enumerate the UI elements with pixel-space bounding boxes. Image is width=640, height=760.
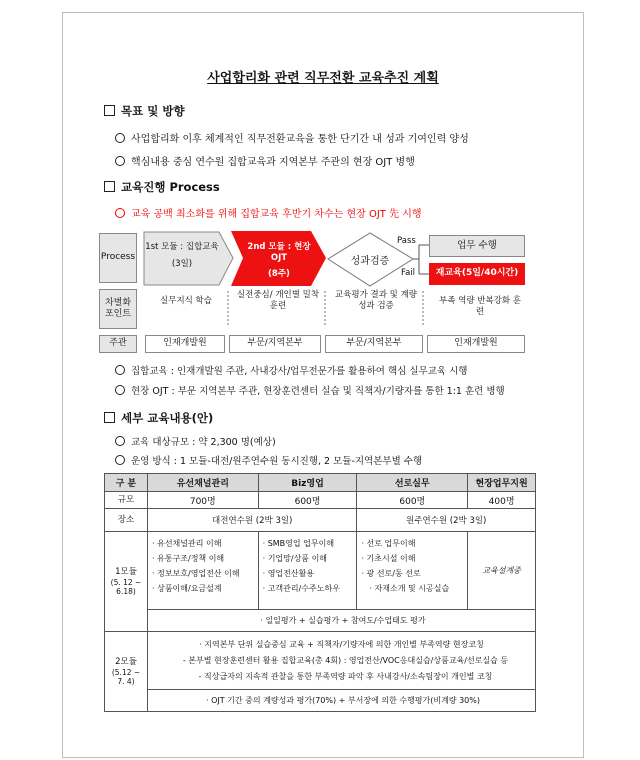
curriculum-table [104, 473, 536, 712]
list-item-continued [361, 581, 463, 596]
table-header-cell: Biz영업 [258, 474, 357, 492]
details-item [115, 453, 422, 467]
list-item: · 기업망/상품 이해 [263, 551, 353, 566]
circle-bullet-icon [115, 436, 125, 446]
list-item: · 유통구조/정책 이해 [152, 551, 254, 566]
module1-cell [105, 532, 148, 632]
module1-title: 1st 모듈 : 집합교육 [145, 242, 219, 252]
table-header-cell: 선로실무 [357, 474, 468, 492]
goal-item [115, 130, 469, 145]
point-4: 부족 역량 반복강화 훈련 [438, 296, 521, 317]
circle-bullet-icon [115, 385, 125, 395]
details-item-text: 교육 대상규모 : 약 2,300 명(예상) [131, 437, 276, 448]
module2-line: - 직상급자의 지속적 관찰을 통한 부족역량 파악 후 사내강사/소속팀장이 개인별 코칭 [198, 671, 493, 681]
document-title: 사업합리화 관련 직무전환 교육추진 계획 [207, 71, 439, 86]
section-goals-label: 목표 및 방향 [121, 104, 185, 118]
module1-col1 [148, 532, 259, 610]
place-label: 장소 [105, 509, 148, 532]
table-header-row [105, 474, 536, 492]
module1-col3 [357, 532, 468, 610]
list-item: · 기초시설 이해 [361, 551, 463, 566]
circle-bullet-icon [115, 156, 125, 166]
section-details-heading [104, 410, 213, 426]
points-row-label: 차별화 포인트 [99, 289, 137, 329]
owner-1: 인재개발원 [145, 335, 225, 353]
circle-bullet-icon [115, 365, 125, 375]
module1-duration: (3일) [171, 258, 193, 269]
circle-bullet-icon [115, 133, 125, 143]
point-3: 교육평가 결과 및 계량성과 검증 [334, 290, 417, 311]
process-row-label: Process [99, 233, 137, 283]
module2-details [148, 632, 536, 690]
process-note [115, 383, 505, 397]
eval-label: 성과검증 [350, 256, 390, 267]
table-row [105, 532, 536, 610]
scale-label: 규모 [105, 492, 148, 509]
process-note [115, 363, 467, 377]
module2-label [241, 242, 317, 280]
document-page [62, 12, 584, 758]
module2-eval-text: OJT 기간 중의 계량성과 평가(70%) + 부서장에 의한 수행평가(비계량 30%) [211, 695, 480, 705]
pass-result-box: 업무 수행 [429, 235, 525, 257]
list-item: · 영업전산활용 [263, 566, 353, 581]
section-details-label: 세부 교육내용(안) [121, 411, 214, 425]
table-row [105, 610, 536, 632]
scale-cell: 400명 [468, 492, 536, 509]
list-item-text: 자재소개 및 시공실습 [374, 584, 450, 593]
goal-item-text: 핵심내용 중심 연수원 집합교육과 지역본부 주관의 현장 OJT 병행 [131, 157, 415, 168]
scale-cell: 700명 [148, 492, 259, 509]
module2-cell [105, 632, 148, 712]
section-process-heading [104, 179, 220, 195]
module2-line: · 지역본부 단위 실습중심 교육 + 직책자/기량자에 의한 개인별 부족역량 현장코칭 [199, 639, 484, 649]
square-bullet-icon [104, 105, 115, 116]
goal-item [115, 153, 415, 168]
goal-item-text: 사업합리화 이후 체계적인 직무전환교육을 통한 단기간 내 성과 기여인력 양성 [131, 134, 469, 145]
module1-period: (5. 12 ~ 6.18) [110, 577, 142, 596]
point-1: 실무지식 학습 [160, 296, 212, 306]
owner-2: 부문/지역본부 [229, 335, 321, 353]
list-item: · 유선채널관리 이해 [152, 536, 254, 551]
process-highlight [115, 205, 422, 220]
list-item: · 광 선로/동 선로 [361, 566, 463, 581]
place-left: 대전연수원 (2박 3일) [148, 509, 357, 532]
section-goals-heading [104, 103, 185, 119]
owner-row-label: 주관 [99, 335, 137, 353]
module2-name: 2모듈 [115, 657, 137, 668]
module2-period: (5.12 ~ 7. 4) [111, 667, 141, 686]
module1-col4: 교육설계중 [468, 532, 536, 610]
module2-line: - 본부별 현장훈련센터 활용 집합교육(총 4회) : 영업전산/VOC응대실습/상품교육/선로실습 등 [182, 655, 509, 665]
owner-3: 부문/지역본부 [325, 335, 423, 353]
fail-label: Fail [401, 268, 416, 278]
table-row [105, 632, 536, 690]
table-header-cell: 유선채널관리 [148, 474, 259, 492]
table-header-cell: 구 분 [105, 474, 148, 492]
module1-col2 [258, 532, 357, 610]
details-item [115, 434, 276, 448]
module1-label [145, 242, 219, 269]
module2-eval: · OJT 기간 중의 계량성과 평가(70%) + 부서장에 의한 수행평가(비계량 30%) [148, 690, 536, 712]
square-bullet-icon [104, 412, 115, 423]
module1-common-eval: · 일일평가 + 실습평가 + 참여도/수업태도 평가 [148, 610, 536, 632]
place-right: 원주연수원 (2박 3일) [357, 509, 536, 532]
pass-label: Pass [397, 236, 416, 246]
table-row [105, 690, 536, 712]
table-header-cell: 현장업무지원 [468, 474, 536, 492]
module1-common-eval-text: 일일평가 + 실습평가 + 참여도/수업태도 평가 [265, 615, 426, 625]
module2-duration: (8주) [268, 269, 290, 280]
process-highlight-text: 교육 공백 최소화를 위해 집합교육 후반기 차수는 현장 OJT 先 시행 [131, 209, 422, 220]
section-process-label: 교육진행 Process [121, 180, 220, 194]
square-bullet-icon [104, 181, 115, 192]
list-item: · 상품이해/요금설계 [152, 581, 254, 596]
module2-title: 2nd 모듈 : 현장OJT [247, 242, 311, 263]
details-item-text: 운영 방식 : 1 모듈-대전/원주연수원 동시진행, 2 모듈-지역본부별 수행 [131, 456, 423, 467]
list-item: · 고객관리/수주노하우 [263, 581, 353, 596]
owner-4: 인재개발원 [427, 335, 525, 353]
list-item: · 선로 업무이해 [361, 536, 463, 551]
list-item: · SMB영업 업무이해 [263, 536, 353, 551]
module1-name: 1모듈 [115, 567, 137, 578]
scale-cell: 600명 [357, 492, 468, 509]
table-row [105, 509, 536, 532]
process-note-text: 현장 OJT : 부문 지역본부 주관, 현장훈련센터 실습 및 직책자/기량자를 통한 1:1 훈련 병행 [131, 386, 505, 397]
circle-bullet-icon [115, 455, 125, 465]
table-row [105, 492, 536, 509]
point-2: 실전중심/ 개인별 밀착 훈련 [236, 290, 320, 311]
fail-result-box: 재교육(5일/40시간) [429, 263, 525, 285]
process-note-text: 집합교육 : 인재개발원 주관, 사내강사/업무전문가를 활용하여 핵심 실무교육 시행 [131, 366, 468, 377]
scale-cell: 600명 [258, 492, 357, 509]
list-item: · 정보보호/영업전산 이해 [152, 566, 254, 581]
circle-bullet-icon [115, 208, 125, 218]
